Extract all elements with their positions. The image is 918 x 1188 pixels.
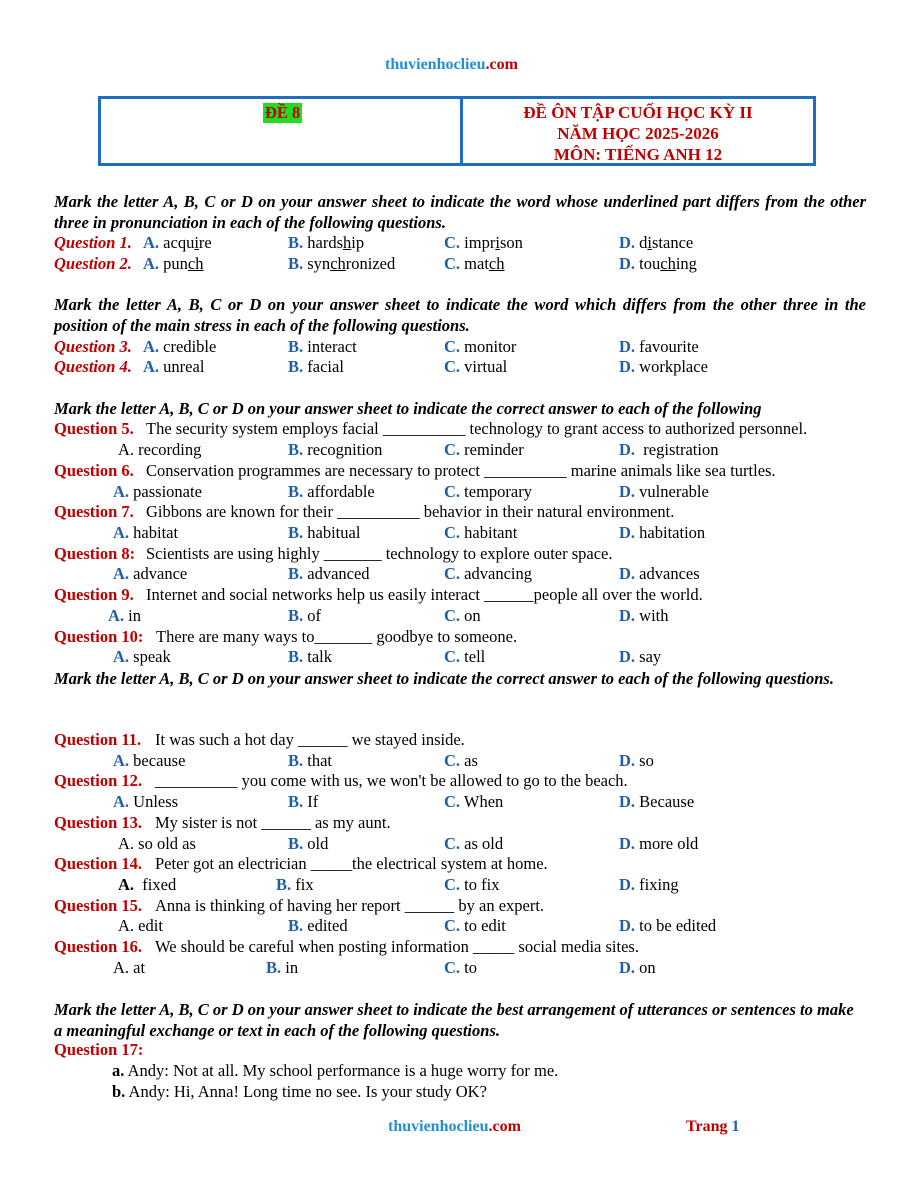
option-a[interactable]: A. fixed [118, 875, 177, 894]
question-text: __________ you come with us, we won't be allowed to go to the beach. [155, 771, 628, 790]
option-b[interactable]: B. in [266, 958, 299, 977]
question-14 [54, 854, 884, 875]
option-b[interactable]: B. edited [288, 916, 348, 935]
option-c[interactable]: C. imprison [444, 233, 523, 252]
question-label: Question 4. [54, 357, 132, 376]
option-d[interactable]: D. workplace [619, 357, 708, 376]
option-d[interactable]: D. advances [619, 564, 700, 583]
option-d[interactable]: D. so [619, 751, 654, 770]
question-9 [54, 585, 884, 606]
option-b[interactable]: B. habitual [288, 523, 361, 542]
option-a[interactable]: A. unreal [143, 357, 205, 376]
site-name-domain: .com [485, 56, 518, 73]
question-label: Question 8: [54, 544, 136, 563]
option-c[interactable]: C. advancing [444, 564, 532, 583]
question-12-options [54, 792, 884, 813]
question-text: We should be careful when posting information _____ social media sites. [155, 937, 639, 956]
question-label: Question 15. [54, 896, 143, 915]
option-b[interactable]: B. that [288, 751, 333, 770]
school-year: NĂM HỌC 2025-2026 [557, 124, 719, 143]
question-10-options [54, 647, 884, 668]
question-11-options [54, 751, 884, 772]
option-c[interactable]: C. to [444, 958, 478, 977]
header-box [98, 96, 816, 166]
option-b[interactable]: B. synchronized [288, 254, 396, 273]
option-b[interactable]: B. advanced [288, 564, 370, 583]
option-b[interactable]: B. talk [288, 647, 333, 666]
option-a[interactable]: A. credible [143, 337, 217, 356]
question-3 [54, 337, 884, 358]
option-c[interactable]: C. monitor [444, 337, 517, 356]
option-d[interactable]: D. distance [619, 233, 694, 252]
option-a[interactable]: A. punch [143, 254, 204, 273]
subject: MÔN: TIẾNG ANH 12 [553, 145, 723, 164]
question-text: Anna is thinking of having her report ______ by an expert. [155, 896, 545, 915]
exam-title: ĐỀ ÔN TẬP CUỐI HỌC KỲ II [523, 103, 753, 122]
option-a[interactable]: A. so old as [118, 834, 196, 853]
question-label: Question 12. [54, 771, 143, 790]
option-b[interactable]: B. old [288, 834, 329, 853]
question-label: Question 10: [54, 627, 144, 646]
instruction-stress: Mark the letter A, B, C or D on your answer sheet to indicate the word which differs from the other three in the position of the main stress in each of the following questions. [54, 295, 866, 335]
option-c[interactable]: C. as [444, 751, 478, 770]
option-b[interactable]: B. facial [288, 357, 344, 376]
option-d[interactable]: D. to be edited [619, 916, 717, 935]
option-c[interactable]: C. on [444, 606, 481, 625]
option-b[interactable]: B. If [288, 792, 319, 811]
question-label: Question 14. [54, 854, 143, 873]
option-a[interactable]: A. in [108, 606, 142, 625]
question-text: My sister is not ______ as my aunt. [155, 813, 391, 832]
question-9-options [54, 606, 884, 627]
question-16 [54, 937, 884, 958]
site-name-bottom: thuvienhoclieu.com [388, 1118, 521, 1135]
option-a[interactable]: A. acquire [143, 233, 212, 252]
question-label: Question 11. [54, 730, 142, 749]
option-c[interactable]: C. virtual [444, 357, 508, 376]
option-b[interactable]: B. hardship [288, 233, 365, 252]
option-c[interactable]: C. match [444, 254, 505, 273]
question-text: The security system employs facial __________ technology to grant access to authorized personnel. [146, 419, 808, 438]
question-label: Question 9. [54, 585, 134, 604]
question-text: Gibbons are known for their __________ behavior in their natural environment. [146, 502, 675, 521]
page-number: Trang 1 [686, 1118, 740, 1135]
header-left-cell [101, 99, 463, 163]
question-2 [54, 254, 884, 275]
option-b[interactable]: B. affordable [288, 482, 375, 501]
question-7-options [54, 523, 884, 544]
option-a[interactable]: A. habitat [113, 523, 179, 542]
question-text: It was such a hot day ______ we stayed inside. [155, 730, 465, 749]
option-c[interactable]: C. reminder [444, 440, 524, 459]
question-6-options [54, 482, 884, 503]
question-label: Question 7. [54, 502, 134, 521]
option-b[interactable]: B. fix [276, 875, 314, 894]
question-15 [54, 896, 884, 917]
option-b[interactable]: B. of [288, 606, 322, 625]
option-b[interactable]: B. interact [288, 337, 357, 356]
question-text: There are many ways to_______ goodbye to someone. [156, 627, 518, 646]
instruction-vocabulary: Mark the letter A, B, C or D on your answer sheet to indicate the correct answer to each of the following [54, 399, 762, 418]
option-d[interactable]: D. fixing [619, 875, 679, 894]
option-c[interactable]: C. habitant [444, 523, 518, 542]
option-d[interactable]: D. with [619, 606, 669, 625]
question-15-options [54, 916, 884, 937]
question-label: Question 1. [54, 233, 132, 252]
option-d[interactable]: D. more old [619, 834, 699, 853]
option-c[interactable]: C. as old [444, 834, 504, 853]
option-d[interactable]: D. touching [619, 254, 697, 273]
question-6 [54, 461, 884, 482]
option-d[interactable]: D. habitation [619, 523, 706, 542]
option-a[interactable]: A. speak [113, 647, 171, 666]
site-name-main: thuvienhoclieu [385, 56, 486, 73]
option-a[interactable]: A. advance [113, 564, 188, 583]
option-d[interactable]: D. registration [619, 440, 719, 459]
utterance-b: b. Andy: Hi, Anna! Long time no see. Is your study OK? [112, 1082, 487, 1101]
question-label: Question 3. [54, 337, 132, 356]
option-a[interactable]: A. Unless [113, 792, 179, 811]
question-text: Peter got an electrician _____the electrical system at home. [155, 854, 548, 873]
option-d[interactable]: D. say [619, 647, 662, 666]
question-17 [54, 1040, 884, 1061]
question-11 [54, 730, 884, 751]
option-d[interactable]: D. Because [619, 792, 695, 811]
option-c[interactable]: C. temporary [444, 482, 532, 501]
instruction-grammar: Mark the letter A, B, C or D on your answer sheet to indicate the correct answer to each of the following questions. [54, 669, 834, 688]
question-label: Question 2. [54, 254, 132, 273]
utterance-a: a. Andy: Not at all. My school performance is a huge worry for me. [112, 1061, 559, 1080]
question-5-options [54, 440, 884, 461]
question-text: Scientists are using highly _______ technology to explore outer space. [146, 544, 613, 563]
option-c[interactable]: C. to fix [444, 875, 500, 894]
option-a[interactable]: A. at [113, 958, 146, 977]
question-13-options [54, 834, 884, 855]
question-8 [54, 544, 884, 565]
option-c[interactable]: C. When [444, 792, 504, 811]
question-16-options [54, 958, 884, 979]
option-a[interactable]: A. recording [118, 440, 202, 459]
question-13 [54, 813, 884, 834]
question-8-options [54, 564, 884, 585]
question-14-options [54, 875, 884, 896]
option-a[interactable]: A. edit [118, 916, 163, 935]
exam-code: ĐỀ 8 [265, 103, 301, 122]
question-text: Conservation programmes are necessary to protect __________ marine animals like sea turtles. [146, 461, 776, 480]
question-5 [54, 419, 884, 440]
site-name-top [385, 56, 518, 74]
option-d[interactable]: D. vulnerable [619, 482, 709, 501]
option-c[interactable]: C. to edit [444, 916, 506, 935]
question-label: Question 5. [54, 419, 134, 438]
option-d[interactable]: D. on [619, 958, 656, 977]
question-label: Question 13. [54, 813, 143, 832]
question-12 [54, 771, 884, 792]
question-10 [54, 627, 884, 648]
question-1 [54, 233, 884, 254]
instruction-arrangement: Mark the letter A, B, C or D on your answer sheet to indicate the best arrangement of utterances or sentences to make a meaningful exchange or text in each of the following questions. [54, 1000, 854, 1040]
question-label: Question 6. [54, 461, 134, 480]
option-a[interactable]: A. passionate [113, 482, 202, 501]
question-text: Internet and social networks help us easily interact ______people all over the world. [146, 585, 703, 604]
option-c[interactable]: C. tell [444, 647, 486, 666]
option-b[interactable]: B. recognition [288, 440, 383, 459]
question-7 [54, 502, 884, 523]
question-4 [54, 357, 884, 378]
option-d[interactable]: D. favourite [619, 337, 699, 356]
header-right-cell [463, 99, 813, 163]
question-label: Question 17: [54, 1040, 144, 1059]
question-label: Question 16. [54, 937, 143, 956]
option-a[interactable]: A. because [113, 751, 186, 770]
instruction-pronunciation: Mark the letter A, B, C or D on your answer sheet to indicate the word whose underlined part differs from the other three in pronunciation in each of the following questions. [54, 192, 866, 232]
